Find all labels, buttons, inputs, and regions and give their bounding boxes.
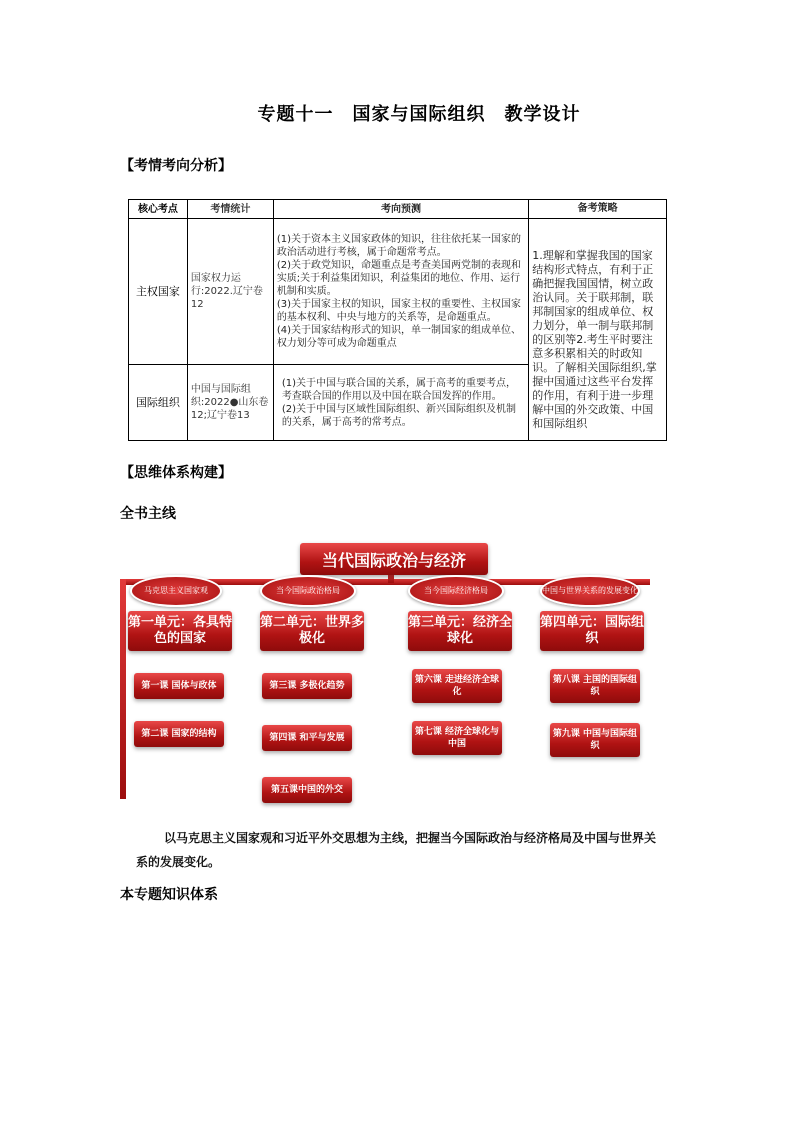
section-heading-exam-analysis: 【考情考向分析】	[120, 158, 232, 174]
core-point-cell: 国际组织	[129, 365, 188, 441]
prediction-cell	[273, 219, 528, 365]
table-header-cell: 考向预测	[273, 200, 528, 219]
table-header-cell: 核心考点	[129, 200, 188, 219]
table-header-cell: 考情统计	[187, 200, 273, 219]
lesson-node: 第七课 经济全球化与中国	[412, 721, 502, 755]
lesson-node: 第九课 中国与国际组织	[550, 723, 640, 757]
prediction-line: (1)关于资本主义国家政体的知识，往往依托某一国家的政治活动进行考核，属于命题常考点。	[276, 234, 521, 258]
prediction-line: (3)关于国家主权的知识，国家主权的重要性、主权国家的基本权利、中央与地方的关系等，是命题重点。	[276, 299, 521, 323]
branch-tag: 当今国际经济格局	[408, 575, 504, 607]
unit-node: 第一单元：各具特色的国家	[128, 611, 232, 651]
table-header-cell: 备考策略	[529, 200, 667, 219]
lesson-node: 第八课 主国的国际组织	[550, 669, 640, 703]
lesson-node: 第二课 国家的结构	[134, 721, 224, 747]
unit-node: 第二单元：世界多极化	[260, 611, 364, 651]
lesson-node: 第六课 走进经济全球化	[412, 669, 502, 703]
mind-map-diagram	[120, 533, 650, 813]
branch-tag: 当今国际政治格局	[260, 575, 356, 607]
prediction-line: (2)关于政党知识，命题重点是考查美国两党制的表现和实质;关于利益集团知识，利益集团的地位、作用、运行机制和实质。	[276, 260, 521, 297]
branch-tag: 马克思主义国家观	[130, 575, 222, 607]
lesson-node: 第三课 多极化趋势	[262, 673, 352, 699]
stats-cell: 中国与国际组织:2022●山东卷12;辽宁卷13	[187, 365, 273, 441]
page-title: 专题十一 国家与国际组织 教学设计	[257, 104, 581, 125]
section-heading-mind-system: 【思维体系构建】	[120, 465, 232, 481]
core-point-cell: 主权国家	[129, 219, 188, 365]
lesson-node: 第一课 国体与政体	[134, 673, 224, 699]
lesson-node: 第四课 和平与发展	[262, 725, 352, 751]
table-row	[129, 219, 667, 365]
unit-node: 第四单元：国际组织	[540, 611, 644, 651]
prediction-cell	[273, 365, 528, 441]
stats-cell: 国家权力运行:2022.辽宁卷12	[187, 219, 273, 365]
prediction-line: (4)关于国家结构形式的知识，单一制国家的组成单位、权力划分等可成为命题重点	[276, 325, 521, 349]
table-header-row	[129, 200, 667, 219]
prediction-line: (1)关于中国与联合国的关系，属于高考的重要考点，考查联合国的作用以及中国在联合国发挥的作用。	[281, 377, 516, 402]
mind-map-root: 当代国际政治与经济	[300, 543, 488, 575]
connector-left-edge	[120, 579, 126, 799]
subheading-knowledge-system: 本专题知识体系	[120, 887, 218, 903]
unit-node: 第三单元：经济全球化	[408, 611, 512, 651]
exam-analysis-table	[128, 199, 667, 441]
prediction-line: (2)关于中国与区域性国际组织、新兴国际组织及机制的关系，属于高考的常考点。	[281, 403, 516, 428]
lesson-node: 第五课中国的外交	[262, 777, 352, 803]
branch-tag: 中国与世界关系的发展变化	[540, 575, 640, 607]
main-line-paragraph: 以马克思主义国家观和习近平外交思想为主线，把握当今国际政治与经济格局及中国与世界关系的发展变化。	[136, 831, 657, 869]
strategy-cell: 1.理解和掌握我国的国家结构形式特点，有利于正确把握我国国情，树立政治认同。关于联邦制，联邦制国家的组成单位、权力划分，单一制与联邦制的区别等2.考生平时要注意多积累相关的时政知识。了解相关国际组织,掌握中国通过这些平台发挥的作用，有利于进一步理解中国的外交政策、中国和国际组织	[529, 219, 667, 441]
subheading-main-line: 全书主线	[120, 506, 176, 522]
